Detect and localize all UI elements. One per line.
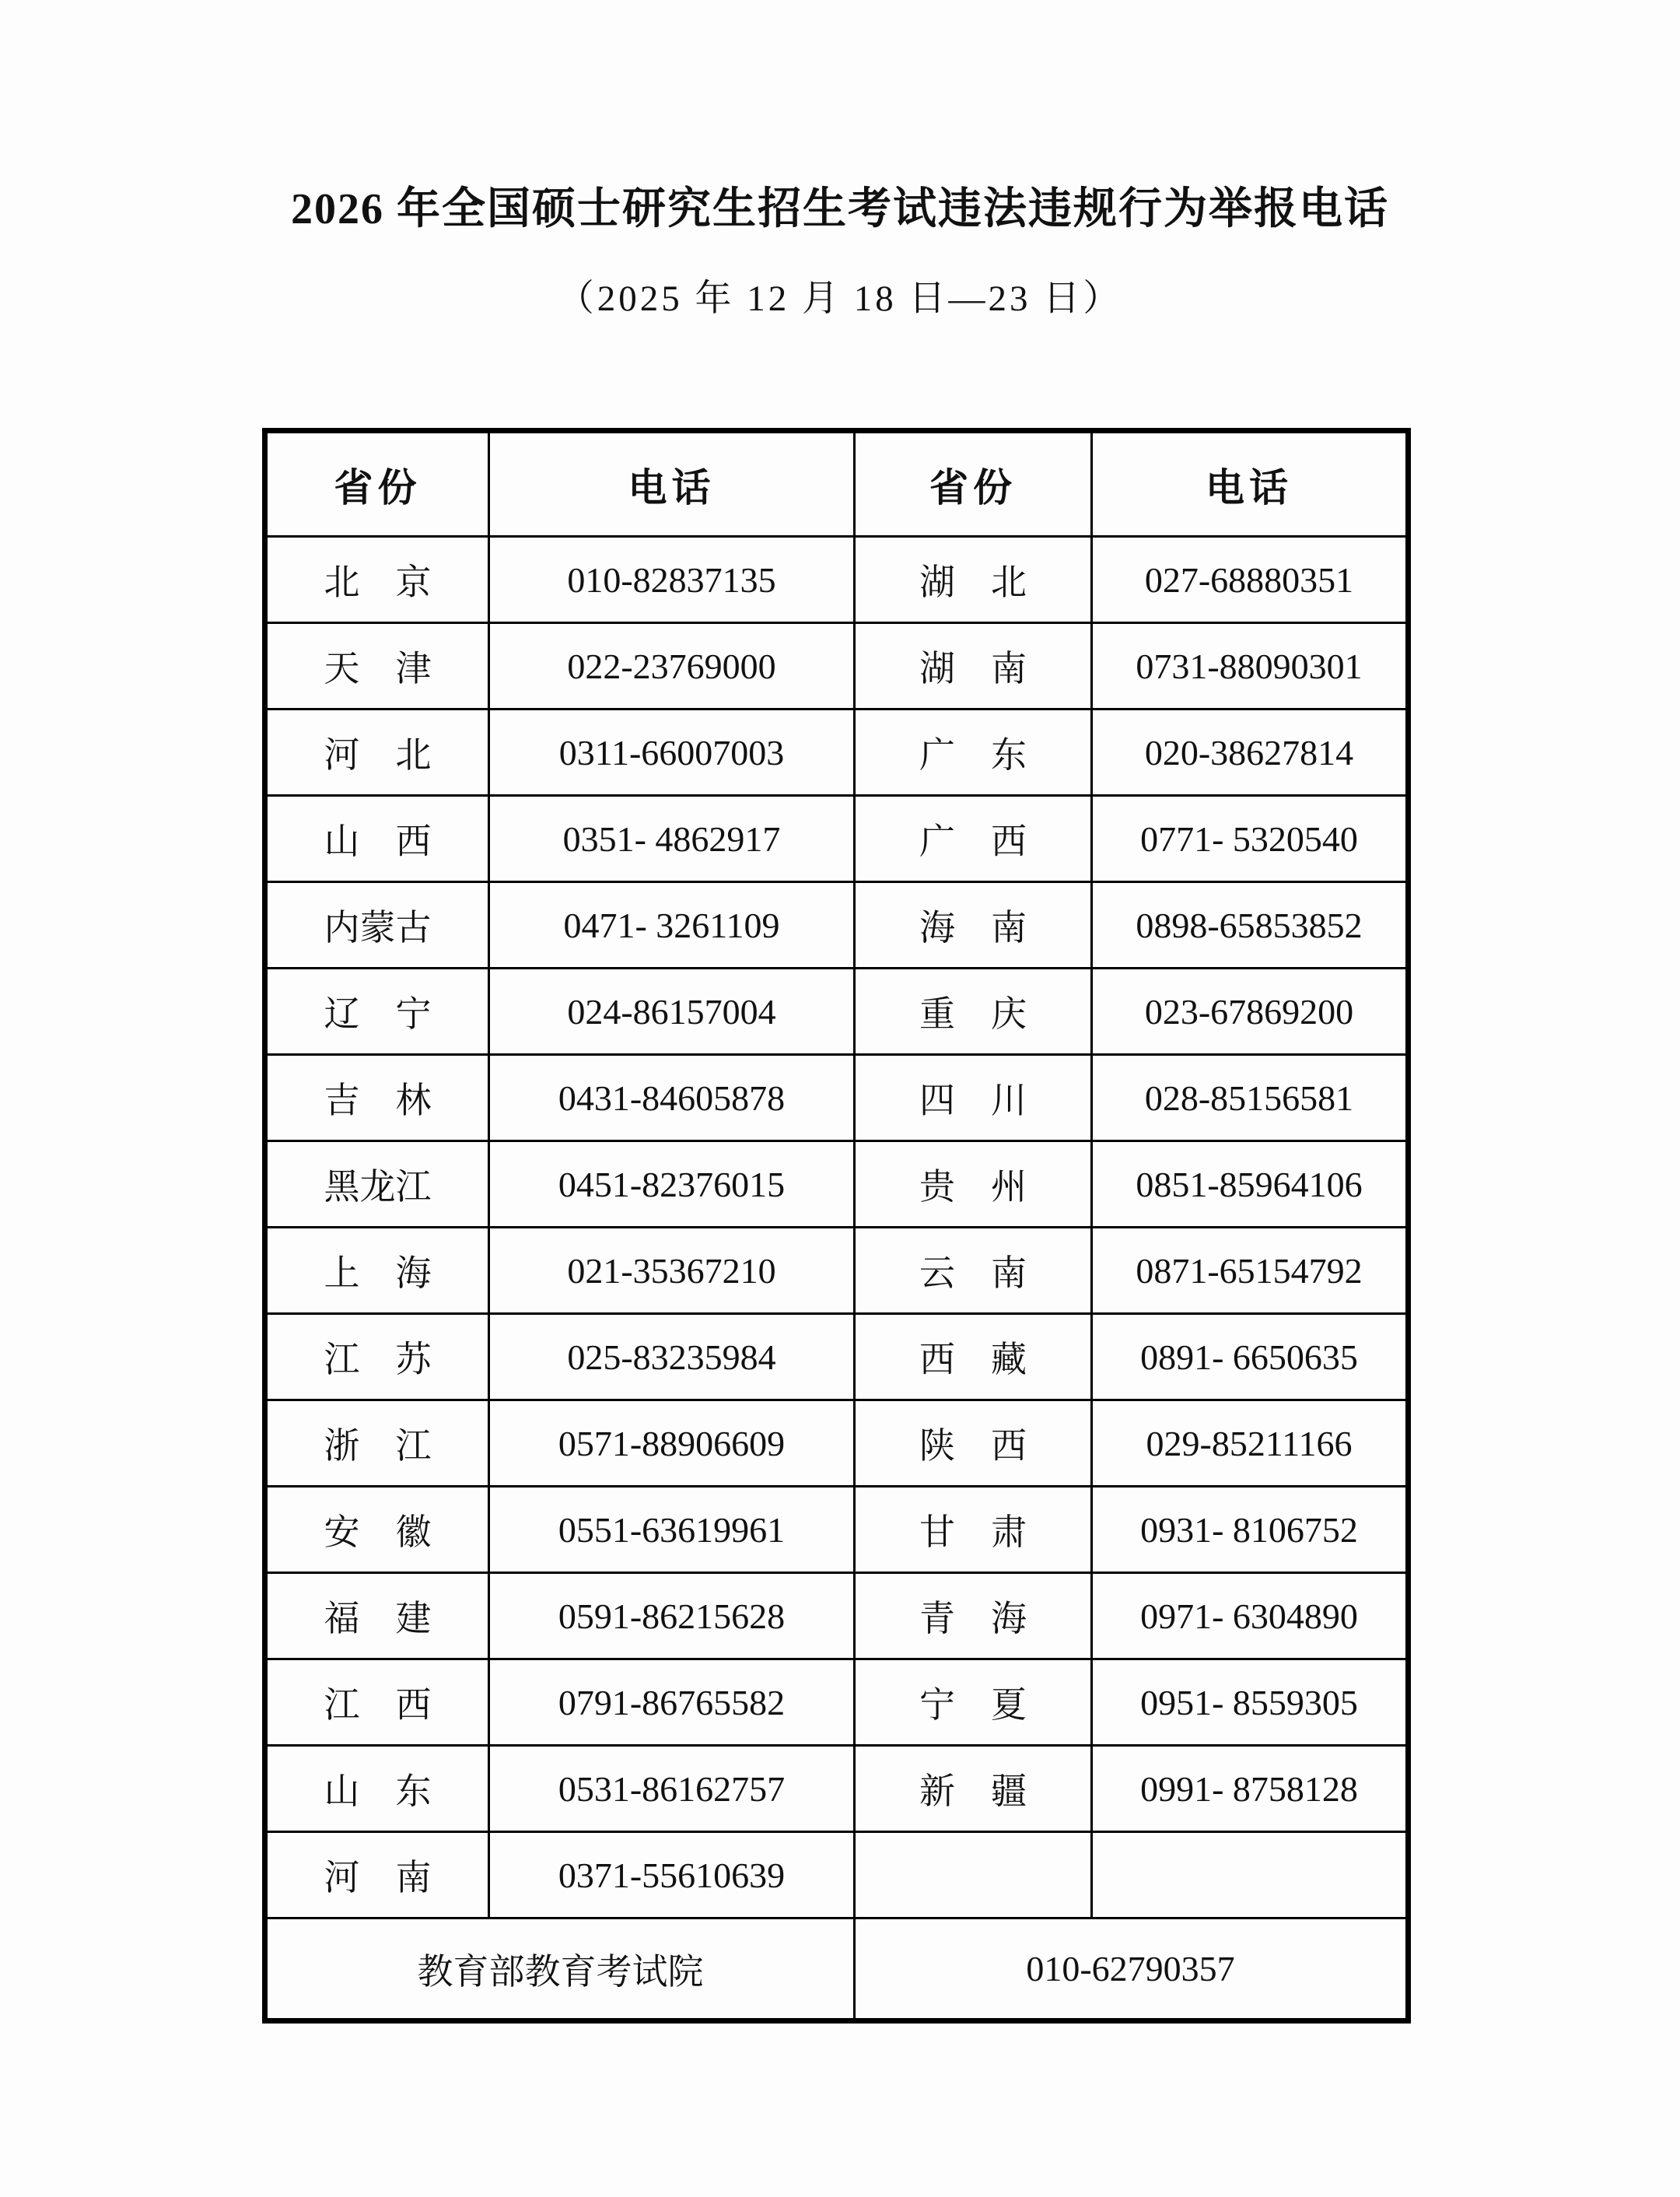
table-header-row [265,431,1409,537]
phone-cell: 0931- 8106752 [1092,1487,1409,1573]
phone-cell: 023-67869200 [1092,969,1409,1055]
province-cell: 河 北 [265,710,489,796]
phone-cell: 0591-86215628 [489,1573,855,1659]
phone-cell: 0311-66007003 [489,710,855,796]
footer-phone-cell: 010-62790357 [855,1918,1409,2021]
header-province-left: 省份 [265,431,489,537]
phone-cell: 010-82837135 [489,537,855,623]
phone-cell: 0771- 5320540 [1092,796,1409,882]
province-cell: 甘 肃 [855,1487,1092,1573]
province-cell: 海 南 [855,882,1092,969]
province-cell: 四 川 [855,1055,1092,1141]
table-row [265,1659,1409,1746]
province-cell: 新 疆 [855,1746,1092,1832]
province-cell: 湖 南 [855,623,1092,710]
province-cell: 贵 州 [855,1141,1092,1228]
phone-cell: 024-86157004 [489,969,855,1055]
table-row [265,623,1409,710]
province-cell: 浙 江 [265,1400,489,1487]
province-cell: 安 徽 [265,1487,489,1573]
province-cell: 重 庆 [855,969,1092,1055]
province-cell: 河 南 [265,1832,489,1918]
header-province-right: 省份 [855,431,1092,537]
phone-cell: 0551-63619961 [489,1487,855,1573]
table-row [265,710,1409,796]
header-phone-left: 电话 [489,431,855,537]
province-cell: 广 西 [855,796,1092,882]
table-row [265,1487,1409,1573]
table-row [265,882,1409,969]
phone-cell: 0431-84605878 [489,1055,855,1141]
page-title: 2026 年全国硕士研究生招生考试违法违规行为举报电话 [291,185,1389,233]
province-cell: 宁 夏 [855,1659,1092,1746]
report-phone-table [262,428,1411,2024]
page-subtitle: （2025 年 12 月 18 日—23 日） [557,279,1123,319]
phone-cell: 0871-65154792 [1092,1228,1409,1314]
phone-cell: 028-85156581 [1092,1055,1409,1141]
province-cell: 吉 林 [265,1055,489,1141]
phone-cell: 020-38627814 [1092,710,1409,796]
province-cell: 内蒙古 [265,882,489,969]
province-cell: 山 西 [265,796,489,882]
phone-cell: 0971- 6304890 [1092,1573,1409,1659]
table-row [265,796,1409,882]
province-cell: 山 东 [265,1746,489,1832]
table-row [265,1055,1409,1141]
province-cell: 青 海 [855,1573,1092,1659]
table-row [265,1573,1409,1659]
phone-cell: 022-23769000 [489,623,855,710]
phone-cell: 027-68880351 [1092,537,1409,623]
phone-cell-empty [1092,1832,1409,1918]
province-cell: 上 海 [265,1228,489,1314]
phone-cell: 0531-86162757 [489,1746,855,1832]
phone-cell: 029-85211166 [1092,1400,1409,1487]
phone-cell: 0451-82376015 [489,1141,855,1228]
province-cell: 福 建 [265,1573,489,1659]
phone-cell: 0891- 6650635 [1092,1314,1409,1400]
phone-cell: 0571-88906609 [489,1400,855,1487]
phone-cell: 0731-88090301 [1092,623,1409,710]
province-cell: 北 京 [265,537,489,623]
province-cell: 江 苏 [265,1314,489,1400]
province-cell: 广 东 [855,710,1092,796]
phone-cell: 0951- 8559305 [1092,1659,1409,1746]
phone-cell: 0351- 4862917 [489,796,855,882]
province-cell: 云 南 [855,1228,1092,1314]
province-cell: 天 津 [265,623,489,710]
province-cell: 湖 北 [855,537,1092,623]
province-cell: 西 藏 [855,1314,1092,1400]
phone-cell: 0471- 3261109 [489,882,855,969]
table-row [265,969,1409,1055]
table-row [265,1832,1409,1918]
table-row [265,1400,1409,1487]
province-cell: 黑龙江 [265,1141,489,1228]
phone-cell: 0851-85964106 [1092,1141,1409,1228]
table-row [265,1314,1409,1400]
header-phone-right: 电话 [1092,431,1409,537]
phone-cell: 021-35367210 [489,1228,855,1314]
phone-cell: 0898-65853852 [1092,882,1409,969]
phone-cell: 0791-86765582 [489,1659,855,1746]
table-row [265,1141,1409,1228]
province-cell: 江 西 [265,1659,489,1746]
province-cell: 陕 西 [855,1400,1092,1487]
province-cell-empty [855,1832,1092,1918]
footer-org-cell: 教育部教育考试院 [265,1918,855,2021]
province-cell: 辽 宁 [265,969,489,1055]
phone-cell: 025-83235984 [489,1314,855,1400]
table-row [265,1228,1409,1314]
table-footer-row [265,1918,1409,2021]
phone-cell: 0371-55610639 [489,1832,855,1918]
phone-cell: 0991- 8758128 [1092,1746,1409,1832]
table-row [265,537,1409,623]
table-row [265,1746,1409,1832]
